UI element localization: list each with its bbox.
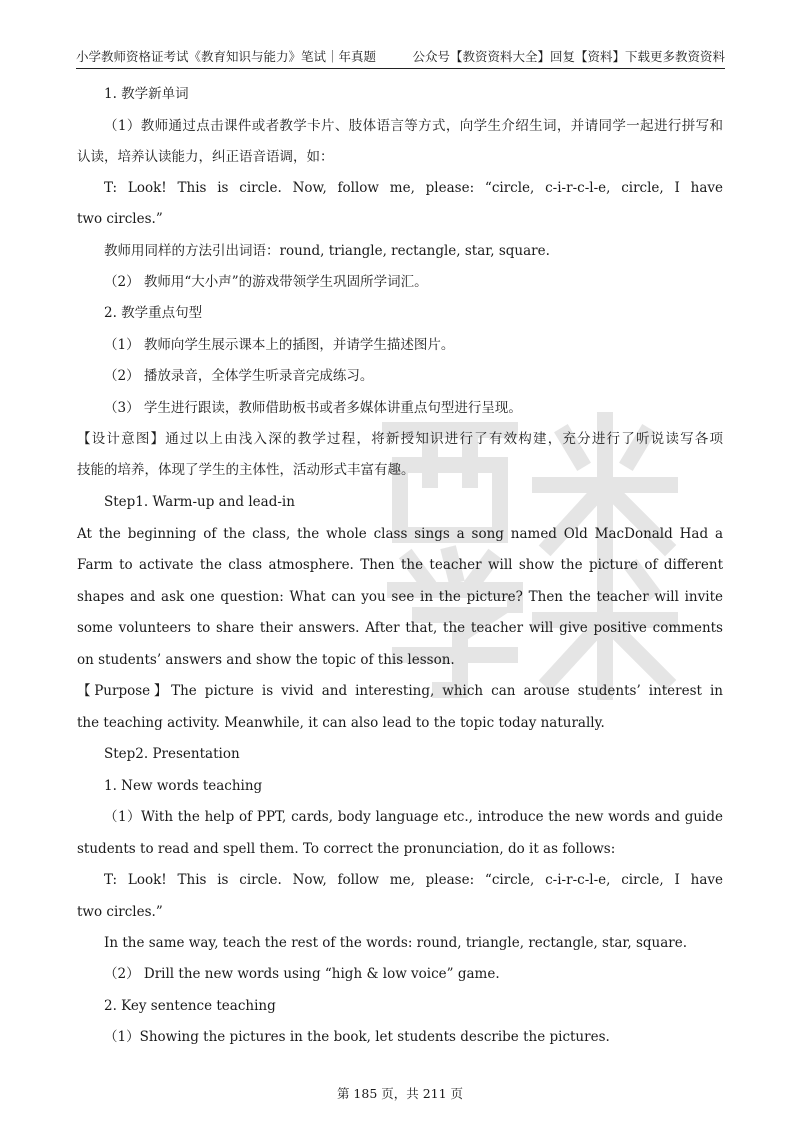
design-intent-line: 技能的培养，体现了学生的主体性，活动形式丰富有趣。 — [77, 462, 415, 478]
paragraph-line: （2） 教师用“大小声”的游戏带领学生巩固所学词汇。 — [104, 274, 428, 290]
paragraph-line: （1） 教师向学生展示课本上的插图，并请学生描述图片。 — [104, 337, 455, 353]
header-promo: 公众号【教资资料大全】回复【资料】下载更多教资资料 — [412, 49, 725, 64]
paragraph-line: （2） Drill the new words using “high & low voice” game. — [104, 966, 500, 982]
page-header — [76, 44, 725, 69]
dialogue-line: two circles.” — [77, 211, 163, 227]
paragraph-line: students to read and spell them. To correct the pronunciation, do it as follows: — [77, 841, 616, 857]
paragraph-line: shapes and ask one question: What can you see in the picture? Then the teacher will invite — [77, 589, 723, 605]
heading-step1: Step1. Warm-up and lead-in — [104, 494, 295, 510]
heading-key-sentences-cn: 2. 教学重点句型 — [104, 305, 203, 321]
paragraph-line: （1）Showing the pictures in the book, let students describe the pictures. — [104, 1029, 610, 1045]
header-title: 小学教师资格证考试《教育知识与能力》笔试｜年真题 — [76, 49, 377, 64]
paragraph-line: In the same way, teach the rest of the words: round, triangle, rectangle, star, square. — [104, 935, 688, 951]
design-intent-line: 【设计意图】通过以上由浅入深的教学过程，将新授知识进行了有效构建，充分进行了听说读写各项 — [77, 431, 723, 447]
paragraph-line: on students’ answers and show the topic of this lesson. — [77, 652, 455, 668]
dialogue-line: T: Look! This is circle. Now, follow me, please: “circle, c-i-r-c-l-e, circle, I have — [104, 180, 723, 196]
dialogue-line: two circles.” — [77, 904, 163, 920]
heading-step2: Step2. Presentation — [104, 746, 240, 762]
dialogue-line: T: Look! This is circle. Now, follow me, please: “circle, c-i-r-c-l-e, circle, I have — [104, 872, 723, 888]
paragraph-line: 教师用同样的方法引出词语：round, triangle, rectangle, star, square. — [104, 243, 550, 259]
heading-new-words-en: 1. New words teaching — [104, 778, 263, 794]
paragraph-line: （1）教师通过点击课件或者教学卡片、肢体语言等方式，向学生介绍生词，并请同学一起进行拼写和 — [104, 118, 723, 134]
paragraph-line: 认读，培养认读能力，纠正语音语调，如： — [77, 149, 334, 165]
paragraph-line: （3） 学生进行跟读，教师借助板书或者多媒体讲重点句型进行呈现。 — [104, 400, 522, 416]
paragraph-line: At the beginning of the class, the whole class sings a song named Old MacDonald Had a — [77, 526, 723, 542]
paragraph-line: （1）With the help of PPT, cards, body language etc., introduce the new words and guide — [104, 809, 723, 825]
purpose-line: the teaching activity. Meanwhile, it can also lead to the topic today naturally. — [77, 715, 605, 731]
paragraph-line: some volunteers to share their answers. After that, the teacher will give positive comments — [77, 620, 723, 636]
heading-new-words-cn: 1. 教学新单词 — [104, 86, 189, 102]
heading-key-sentences-en: 2. Key sentence teaching — [104, 998, 276, 1014]
paragraph-line: （2） 播放录音，全体学生听录音完成练习。 — [104, 368, 374, 384]
page-number: 第 185 页，共 211 页 — [336, 1086, 464, 1101]
paragraph-line: Farm to activate the class atmosphere. Then the teacher will show the picture of different — [77, 557, 723, 573]
purpose-line: 【Purpose】The picture is vivid and interesting, which can arouse students’ interest in — [77, 683, 723, 699]
